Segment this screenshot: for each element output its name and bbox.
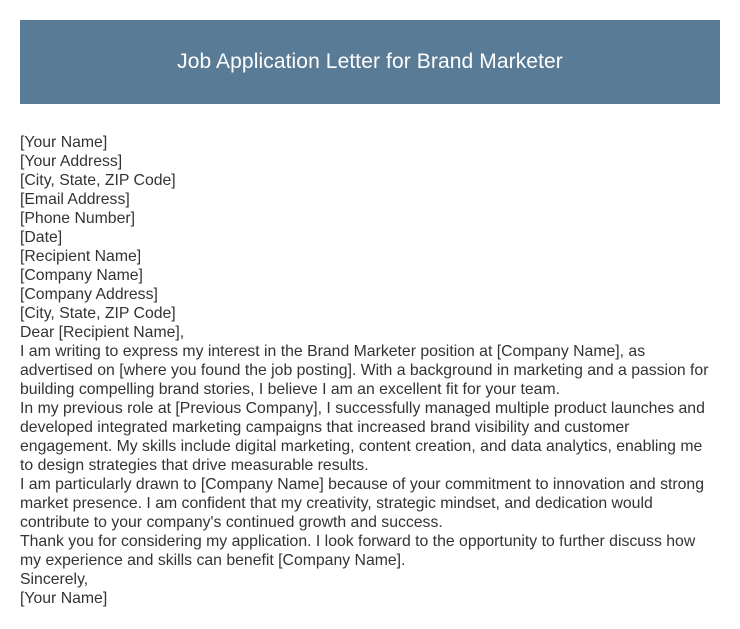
closing: Sincerely, [20,571,89,588]
paragraph-line: developed integrated marketing campaigns that increased brand visibility and customer [20,419,630,436]
letter-date: [Date] [20,229,63,246]
paragraph-line: I am particularly drawn to [Company Name] because of your commitment to innovation and strong [20,476,704,493]
sender-address: [Your Address] [20,153,123,170]
paragraph-line: to design strategies that drive measurable results. [20,457,369,474]
recipient-name: [Recipient Name] [20,248,142,265]
recipient-company-address: [Company Address] [20,286,158,303]
paragraph-line: building compelling brand stories, I believe I am an excellent fit for your team. [20,381,561,398]
sender-name: [Your Name] [20,134,108,151]
signature: [Your Name] [20,590,108,607]
paragraph-motivation [20,475,720,532]
recipient-city-state-zip: [City, State, ZIP Code] [20,305,176,322]
salutation: Dear [Recipient Name], [20,324,185,341]
paragraph-line: Thank you for considering my application. I look forward to the opportunity to further discuss how [20,533,696,550]
paragraph-line: engagement. My skills include digital marketing, content creation, and data analytics, enabling me [20,438,703,455]
paragraph-intro [20,342,720,399]
sender-phone: [Phone Number] [20,210,136,227]
paragraph-experience [20,399,720,475]
paragraph-line: I am writing to express my interest in the Brand Marketer position at [Company Name], as [20,343,646,360]
paragraph-closing [20,532,720,570]
paragraph-line: market presence. I am confident that my creativity, strategic mindset, and dedication would [20,495,653,512]
page-title: Job Application Letter for Brand Marketer [177,50,563,73]
sender-email: [Email Address] [20,191,130,208]
recipient-company: [Company Name] [20,267,143,284]
paragraph-line: contribute to your company's continued growth and success. [20,514,443,531]
sender-city-state-zip: [City, State, ZIP Code] [20,172,176,189]
title-banner [20,20,720,104]
letter-body [20,133,720,608]
paragraph-line: In my previous role at [Previous Company], I successfully managed multiple product launches and [20,400,705,417]
paragraph-line: advertised on [where you found the job posting]. With a background in marketing and a passion for [20,362,709,379]
paragraph-line: my experience and skills can benefit [Company Name]. [20,552,406,569]
